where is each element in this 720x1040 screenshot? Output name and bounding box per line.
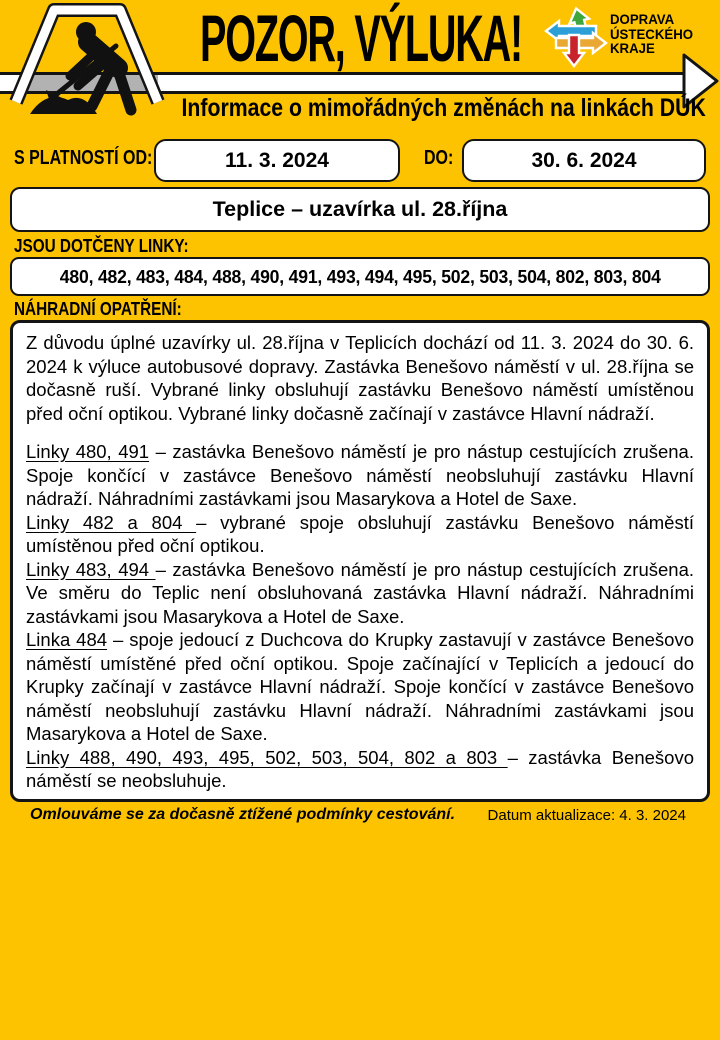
notice-paragraph: Linka 484 – spoje jedoucí z Duchcova do Krupky zastavují v zastávce Benešovo náměstí umístěné před oční optikou. Spoje začínající v Teplicích a jedoucí do Krupky začínají v zastávce Hlavní nádraží. Spoje končící v zastávce Benešovo náměstí neobsluhují zastávku Hlavní nádraží. Náhradními zastávkami jsou Masarykova a Hotel de Saxe. bbox=[26, 629, 694, 744]
validity-from-box bbox=[154, 139, 400, 182]
footer-updated-date: Datum aktualizace: 4. 3. 2024 bbox=[487, 807, 686, 824]
affected-lines-box bbox=[10, 257, 710, 296]
duk-arrows-icon bbox=[544, 6, 608, 68]
notice-paragraph: Linky 482 a 804 – vybrané spoje obsluhují zastávku Benešovo náměstí umístěnou před oční optikou. bbox=[26, 511, 694, 556]
measures-label: NÁHRADNÍ OPATŘENÍ: bbox=[14, 299, 182, 319]
measures-text-box bbox=[10, 320, 710, 802]
paragraph-lines-lead: Linky 482 a 804 bbox=[26, 511, 197, 533]
footer-apology: Omlouváme se za dočasně ztížené podmínky cestování. bbox=[30, 806, 456, 823]
notice-paragraph: Linky 488, 490, 493, 495, 502, 503, 504, 802 a 803 – zastávka Benešovo náměstí se neobsluhuje. bbox=[26, 746, 694, 791]
validity-to-label: DO: bbox=[424, 147, 454, 169]
duk-logo-line-1: DOPRAVA bbox=[610, 12, 675, 27]
poster-headline: POZOR, VÝLUKA! bbox=[200, 1, 523, 75]
notice-title: Teplice – uzavírka ul. 28.října bbox=[212, 197, 508, 221]
affected-lines-label: JSOU DOTČENY LINKY: bbox=[14, 236, 189, 256]
duk-logo-text bbox=[610, 13, 693, 57]
paragraph-lines-lead: Linky 483, 494 bbox=[26, 558, 156, 580]
notice-paragraph: Linky 480, 491 – zastávka Benešovo náměstí je pro nástup cestujících zrušena. Spoje končící v zastávce Benešovo náměstí neobsluhují zastávku Hlavní nádraží. Náhradními zastávkami jsou Masarykova a Hotel de Saxe. bbox=[26, 441, 694, 509]
validity-from-value: 11. 3. 2024 bbox=[225, 148, 329, 172]
notice-paragraph: Linky 483, 494 – zastávka Benešovo náměstí je pro nástup cestujících zrušena. Ve směru do Teplic není obsluhovaná zastávka Hlavní nádraží. Náhradními zastávkami jsou Masarykova a Hotel de Saxe. bbox=[26, 558, 695, 627]
validity-to-value: 30. 6. 2024 bbox=[531, 148, 637, 172]
header-subtitle: Informace o mimořádných změnách na linkách DÚK bbox=[181, 94, 706, 122]
validity-from-label: S PLATNOSTÍ OD: bbox=[14, 147, 153, 169]
duk-logo-line-2: ÚSTECKÉHO bbox=[610, 26, 694, 42]
paragraph-lines-lead: Linky 480, 491 bbox=[26, 441, 150, 462]
paragraph-lines-lead: Linka 484 bbox=[26, 629, 108, 650]
duk-logo-line-3: KRAJE bbox=[610, 41, 655, 56]
notice-paragraph: Z důvodu úplné uzavírky ul. 28.října v Teplicích dochází od 11. 3. 2024 do 30. 6. 2024 k výluce autobusové dopravy. Zastávka Benešovo náměstí v ul. 28.října se dočasně ruší. Vybrané linky obsluhují zastávku Benešovo náměstí umístěnou před oční optikou. Vybrané linky dočasně začínají v zastávce Hlavní nádraží. bbox=[26, 332, 694, 424]
measures-text bbox=[26, 331, 694, 793]
paragraph-lines-lead: Linky 488, 490, 493, 495, 502, 503, 504, 802 a 803 bbox=[26, 746, 508, 768]
validity-to-box bbox=[462, 139, 706, 182]
notice-title-box bbox=[10, 187, 710, 232]
roadworks-sign-icon bbox=[4, 2, 176, 130]
affected-lines-value: 480, 482, 483, 484, 488, 490, 491, 493, 494, 495, 502, 503, 504, 802, 803, 804 bbox=[59, 265, 661, 287]
